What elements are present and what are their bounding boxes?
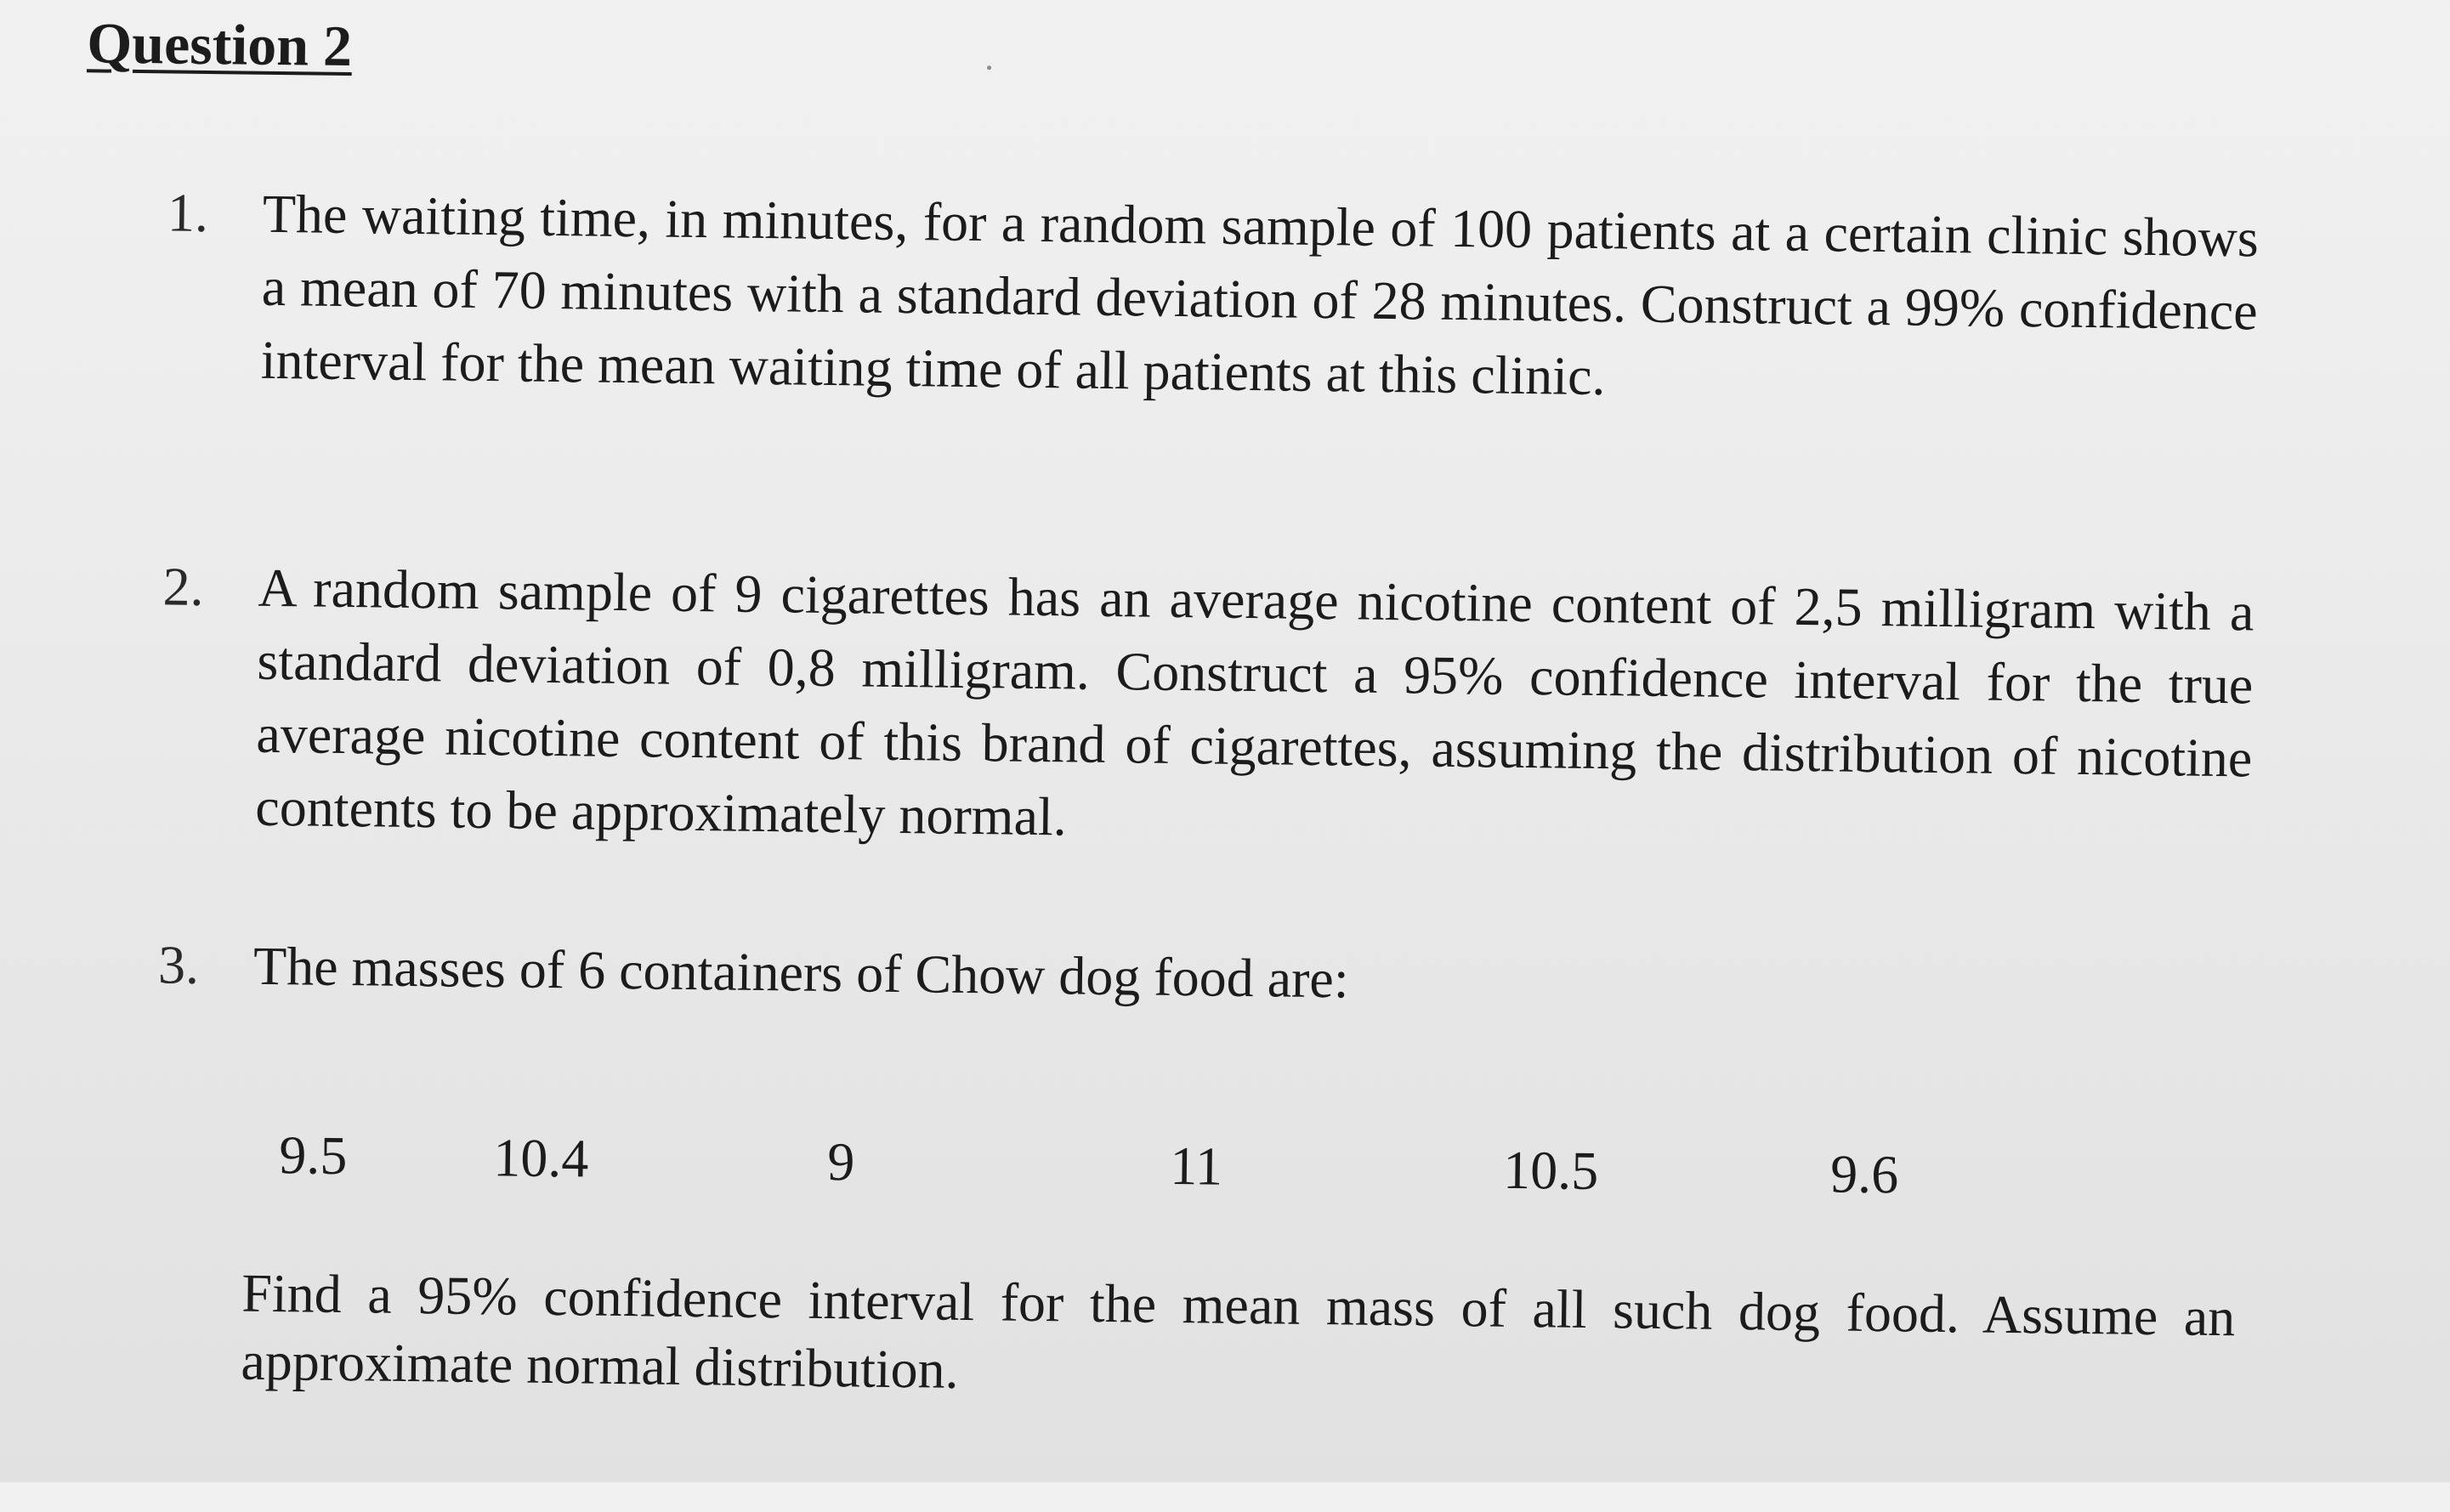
question-item-1 bbox=[165, 176, 2259, 421]
item-text: A random sample of 9 cigarettes has an average nicotine content of 2,5 milligram with a standard deviation of 0,8 milligram. Construct a 95% confidence interval for the true average nicotine content of this brand of cigarettes, assuming the distribution of nicotine contents to be approximately normal. bbox=[254, 557, 2254, 847]
question-item-3 bbox=[158, 928, 2250, 1027]
mass-value: 9 bbox=[826, 1130, 855, 1192]
item-number: 2. bbox=[162, 556, 205, 617]
item-text: The waiting time, in minutes, for a random sample of 100 patients at a certain clinic shows a mean of 70 minutes with a standard deviation of 28 minutes. Construct a 99% confidence interval for the mean waiting time of all patients at this clinic. bbox=[260, 183, 2260, 407]
item-number: 3. bbox=[157, 934, 200, 995]
mass-value: 10.5 bbox=[1502, 1139, 1599, 1202]
masses-row bbox=[0, 1120, 2436, 1218]
mass-value: 9.6 bbox=[1829, 1143, 1899, 1205]
item-number: 1. bbox=[167, 182, 209, 244]
question-item-2 bbox=[160, 550, 2254, 868]
mass-value: 9.5 bbox=[278, 1124, 348, 1186]
item-text: The masses of 6 containers of Chow dog food are: bbox=[252, 935, 1350, 1010]
question-title: Question 2 bbox=[86, 10, 353, 79]
mass-value: 11 bbox=[1169, 1135, 1223, 1197]
speck-mark bbox=[987, 65, 991, 70]
followup-text: Find a 95% confidence interval for the mean mass of all such dog food. Assume an approximate normal distribution. bbox=[241, 1262, 2236, 1400]
mass-value: 10.4 bbox=[492, 1127, 589, 1189]
